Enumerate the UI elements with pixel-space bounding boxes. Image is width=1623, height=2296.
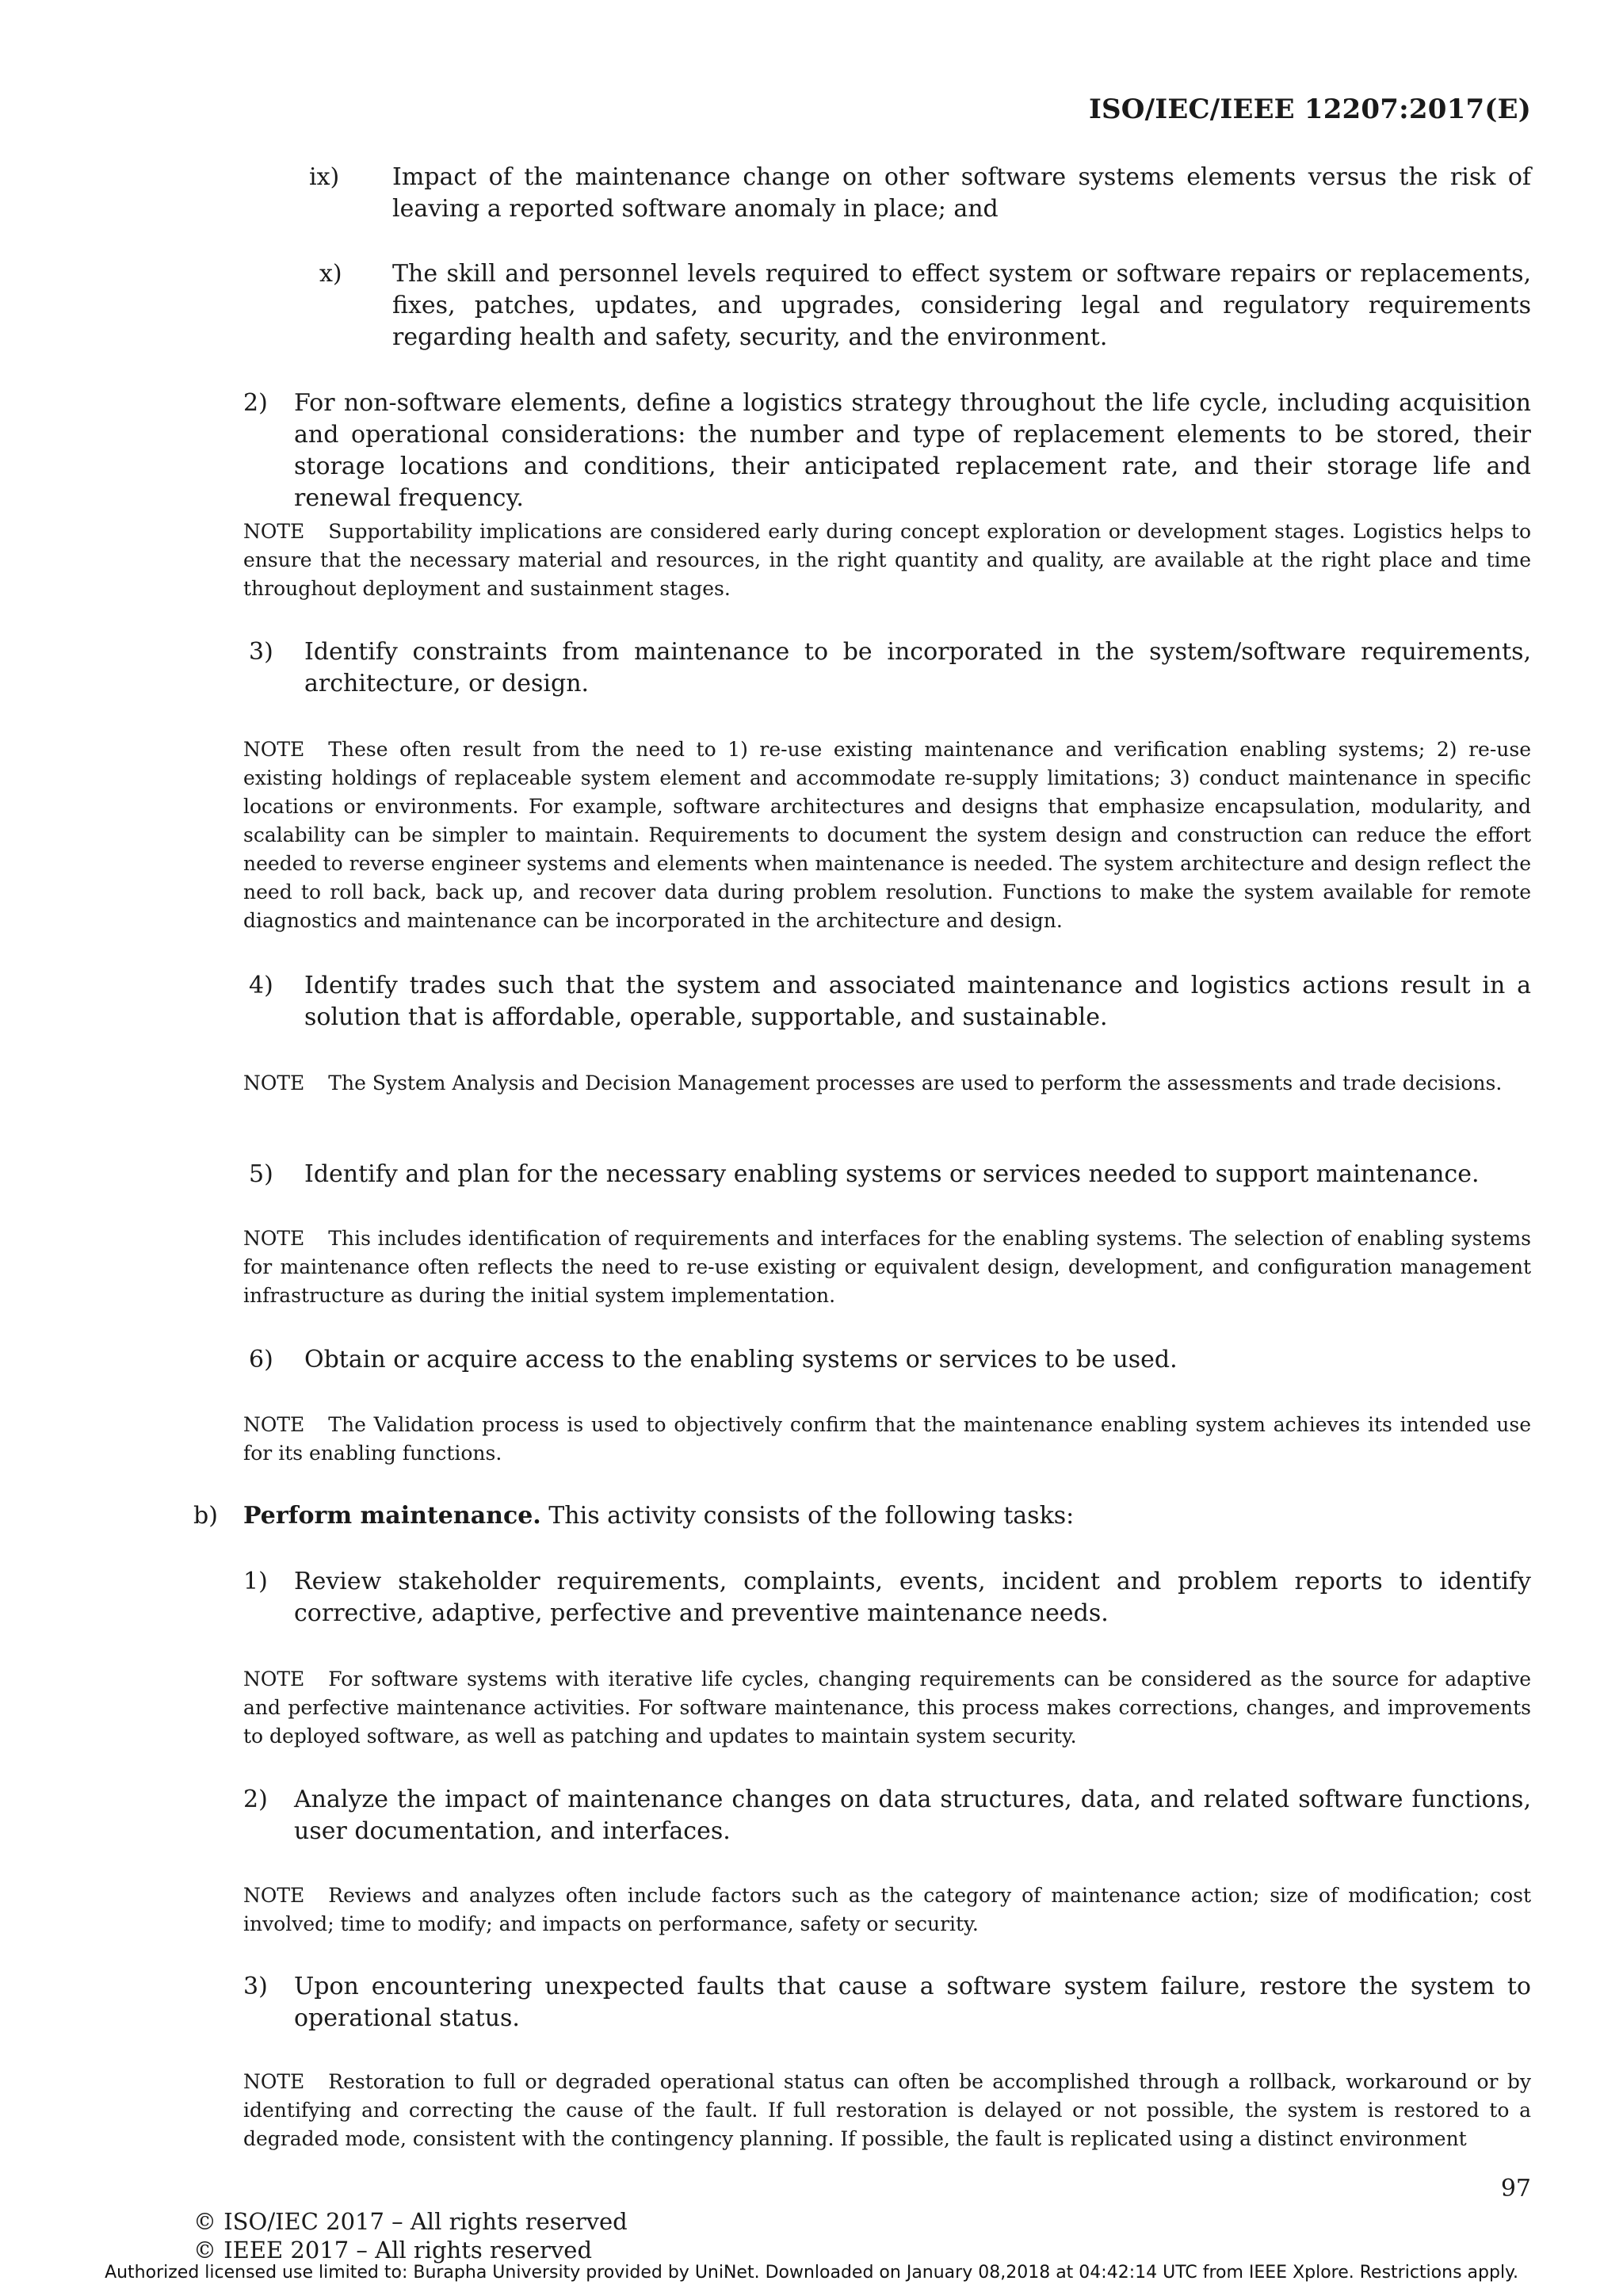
list-number: ix) [309,163,340,191]
list-item-text: Identify and plan for the necessary enabling systems or services needed to support maintenance. [304,1160,1480,1188]
note-paragraph [243,1224,1531,1310]
list-item-text: For non-software elements, define a logistics strategy throughout the life cycle, including acquisition and operational considerations: the number and type of replacement elements to be stored, their storage locations and conditions, their anticipated replacement rate, and their storage life and renewal frequency. [294,389,1531,512]
page-number: 97 [1500,2175,1531,2202]
note-text: These often result from the need to 1) re-use existing maintenance and verification enabling systems; 2) re-use existing holdings of replaceable system element and accommodate re-supply limitations; 3) conduct maintenance in specific locations or environments. For example, software architectures and designs that emphasize encapsulation, modularity, and scalability can be simpler to maintain. Requirements to document the system design and construction can reduce the effort needed to reverse engineer systems and elements when maintenance is needed. The system architecture and design reflect the need to roll back, back up, and recover data during problem resolution. Functions to make the system available for remote diagnostics and maintenance can be incorporated in the architecture and design. [243,738,1531,932]
note-label: NOTE [243,1072,305,1095]
note-text: This includes identification of requirements and interfaces for the enabling systems. The selection of enabling systems for maintenance often reflects the need to re-use existing or equivalent design, development, and configuration management infrastructure as during the initial system implementation. [243,1227,1531,1307]
list-number: 4) [249,972,273,999]
list-number: 3) [249,638,273,666]
note-paragraph [243,735,1531,935]
list-number: 1) [243,1568,268,1595]
list-item-text: Identify constraints from maintenance to be incorporated in the system/software requirements, architecture, or design. [304,638,1531,697]
note-label: NOTE [243,520,305,543]
activity-heading [243,1500,1531,1532]
note-text: Supportability implications are considered early during concept exploration or development stages. Logistics helps to ensure that the necessary material and resources, in the right quantity and quality, are available at the right place and time throughout deployment and sustainment stages. [243,520,1531,600]
list-number: x) [319,260,342,288]
list-letter: b) [193,1502,218,1530]
list-number: 6) [249,1346,273,1373]
list-item-text: Impact of the maintenance change on other software systems elements versus the risk of leaving a reported software anomaly in place; and [392,163,1531,223]
list-item-text: Identify trades such that the system and associated maintenance and logistics actions result in a solution that is affordable, operable, supportable, and sustainable. [304,972,1531,1031]
list-number: 3) [243,1973,268,2000]
note-text: The System Analysis and Decision Management processes are used to perform the assessments and trade decisions. [328,1072,1503,1095]
license-notice: Authorized licensed use limited to: Burapha University provided by UniNet. Downloaded on January 08,2018 at 04:42:14 UTC from IEEE Xplore. Restrictions apply. [105,2263,1518,2283]
note-label: NOTE [243,1884,305,1907]
note-text: For software systems with iterative life cycles, changing requirements can be considered as the source for adaptive and perfective maintenance activities. For software maintenance, this process makes corrections, changes, and improvements to deployed software, as well as patching and updates to maintain system security. [243,1668,1531,1748]
list-number: 5) [249,1160,273,1188]
note-text: The Validation process is used to objectively confirm that the maintenance enabling system achieves its intended use for its enabling functions. [243,1413,1531,1465]
activity-title: Perform maintenance. [243,1502,541,1530]
note-label: NOTE [243,1227,305,1250]
note-text: Restoration to full or degraded operational status can often be accomplished through a rollback, workaround or by identifying and correcting the cause of the fault. If full restoration is delayed or not possible, the system is restored to a degraded mode, consistent with the contingency planning. If possible, the fault is replicated using a distinct environment [243,2070,1531,2150]
list-number: 2) [243,389,268,417]
note-paragraph [243,1881,1531,1939]
note-label: NOTE [243,1668,305,1690]
copyright-iso: © ISO/IEC 2017 – All rights reserved [193,2208,628,2235]
list-item-text: Upon encountering unexpected faults that cause a software system failure, restore the system to operational status. [294,1973,1531,2032]
activity-text: This activity consists of the following tasks: [540,1502,1075,1530]
list-item-text: Review stakeholder requirements, complaints, events, incident and problem reports to identify corrective, adaptive, perfective and preventive maintenance needs. [294,1568,1531,1627]
list-item-text: The skill and personnel levels required to effect system or software repairs or replacements, fixes, patches, updates, and upgrades, considering legal and regulatory requirements regarding health and safety, security, and the environment. [392,260,1531,351]
note-paragraph [243,2068,1531,2153]
list-item-text: Obtain or acquire access to the enabling systems or services to be used. [304,1346,1178,1373]
note-paragraph [243,1665,1531,1751]
note-text: Reviews and analyzes often include factors such as the category of maintenance action; size of modification; cost involved; time to modify; and impacts on performance, safety or security. [243,1884,1531,1935]
copyright-ieee: © IEEE 2017 – All rights reserved [193,2237,593,2264]
note-paragraph [243,1411,1531,1468]
note-label: NOTE [243,1413,305,1436]
note-label: NOTE [243,2070,305,2093]
list-item-text: Analyze the impact of maintenance changes on data structures, data, and related software functions, user documentation, and interfaces. [294,1786,1531,1845]
note-label: NOTE [243,738,305,761]
note-paragraph [243,1069,1531,1098]
list-number: 2) [243,1786,268,1813]
note-paragraph [243,518,1531,603]
standard-header: ISO/IEC/IEEE 12207:2017(E) [1088,94,1531,125]
